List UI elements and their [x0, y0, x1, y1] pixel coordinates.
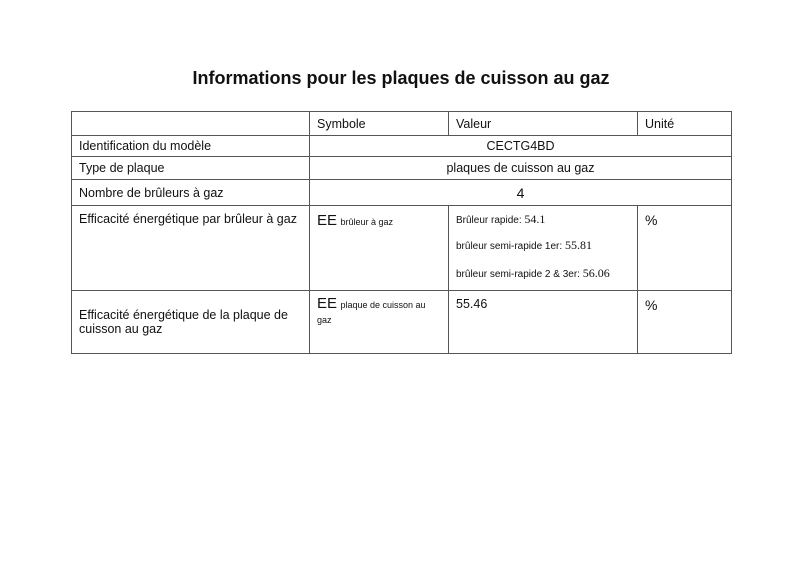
burner-line-semi-rapid-1 [456, 238, 630, 253]
burner-efficiency-label: Efficacité énergétique par brûleur à gaz [72, 206, 310, 291]
hob-efficiency-symbol-sub: plaque de cuisson au gaz [317, 300, 426, 325]
burner-line-label: brûleur semi-rapide 2 & 3er: [456, 269, 580, 280]
burner-line-rapid [456, 212, 630, 227]
hob-efficiency-symbol: EE [317, 295, 338, 312]
burner-efficiency-symbol: EE [317, 212, 338, 229]
burner-count-label: Nombre de brûleurs à gaz [72, 180, 310, 206]
table-row-hob-type [72, 157, 732, 180]
table-header-row [72, 112, 732, 136]
burner-efficiency-unit: % [638, 206, 732, 291]
burner-efficiency-symbol-sub: brûleur à gaz [340, 217, 394, 227]
burner-line-value: 55.81 [564, 238, 592, 252]
burner-count-value: 4 [310, 180, 732, 206]
header-unit: Unité [638, 112, 732, 136]
hob-efficiency-value: 55.46 [449, 291, 638, 354]
table-row-model [72, 136, 732, 157]
header-empty-cell [72, 112, 310, 136]
burner-efficiency-values [449, 206, 638, 291]
burner-line-label: Brûleur rapide: [456, 215, 522, 226]
model-label: Identification du modèle [72, 136, 310, 157]
burner-efficiency-symbol-cell [310, 206, 449, 291]
page-title: Informations pour les plaques de cuisson au gaz [192, 68, 610, 88]
header-symbol: Symbole [310, 112, 449, 136]
header-value: Valeur [449, 112, 638, 136]
hob-type-label: Type de plaque [72, 157, 310, 180]
gas-hob-info-table [71, 111, 732, 354]
burner-line-value: 56.06 [582, 266, 610, 280]
table-row-burner-efficiency [72, 206, 732, 291]
burner-line-semi-rapid-2-3 [456, 266, 630, 281]
burner-line-value: 54.1 [524, 212, 546, 226]
hob-type-value: plaques de cuisson au gaz [310, 157, 732, 180]
model-value: CECTG4BD [310, 136, 732, 157]
hob-efficiency-unit: % [638, 291, 732, 354]
table-row-burner-count [72, 180, 732, 206]
table-row-hob-efficiency [72, 291, 732, 354]
hob-efficiency-symbol-cell [310, 291, 449, 354]
burner-line-label: brûleur semi-rapide 1er: [456, 241, 563, 252]
hob-efficiency-label: Efficacité énergétique de la plaque de cuisson au gaz [72, 291, 310, 354]
